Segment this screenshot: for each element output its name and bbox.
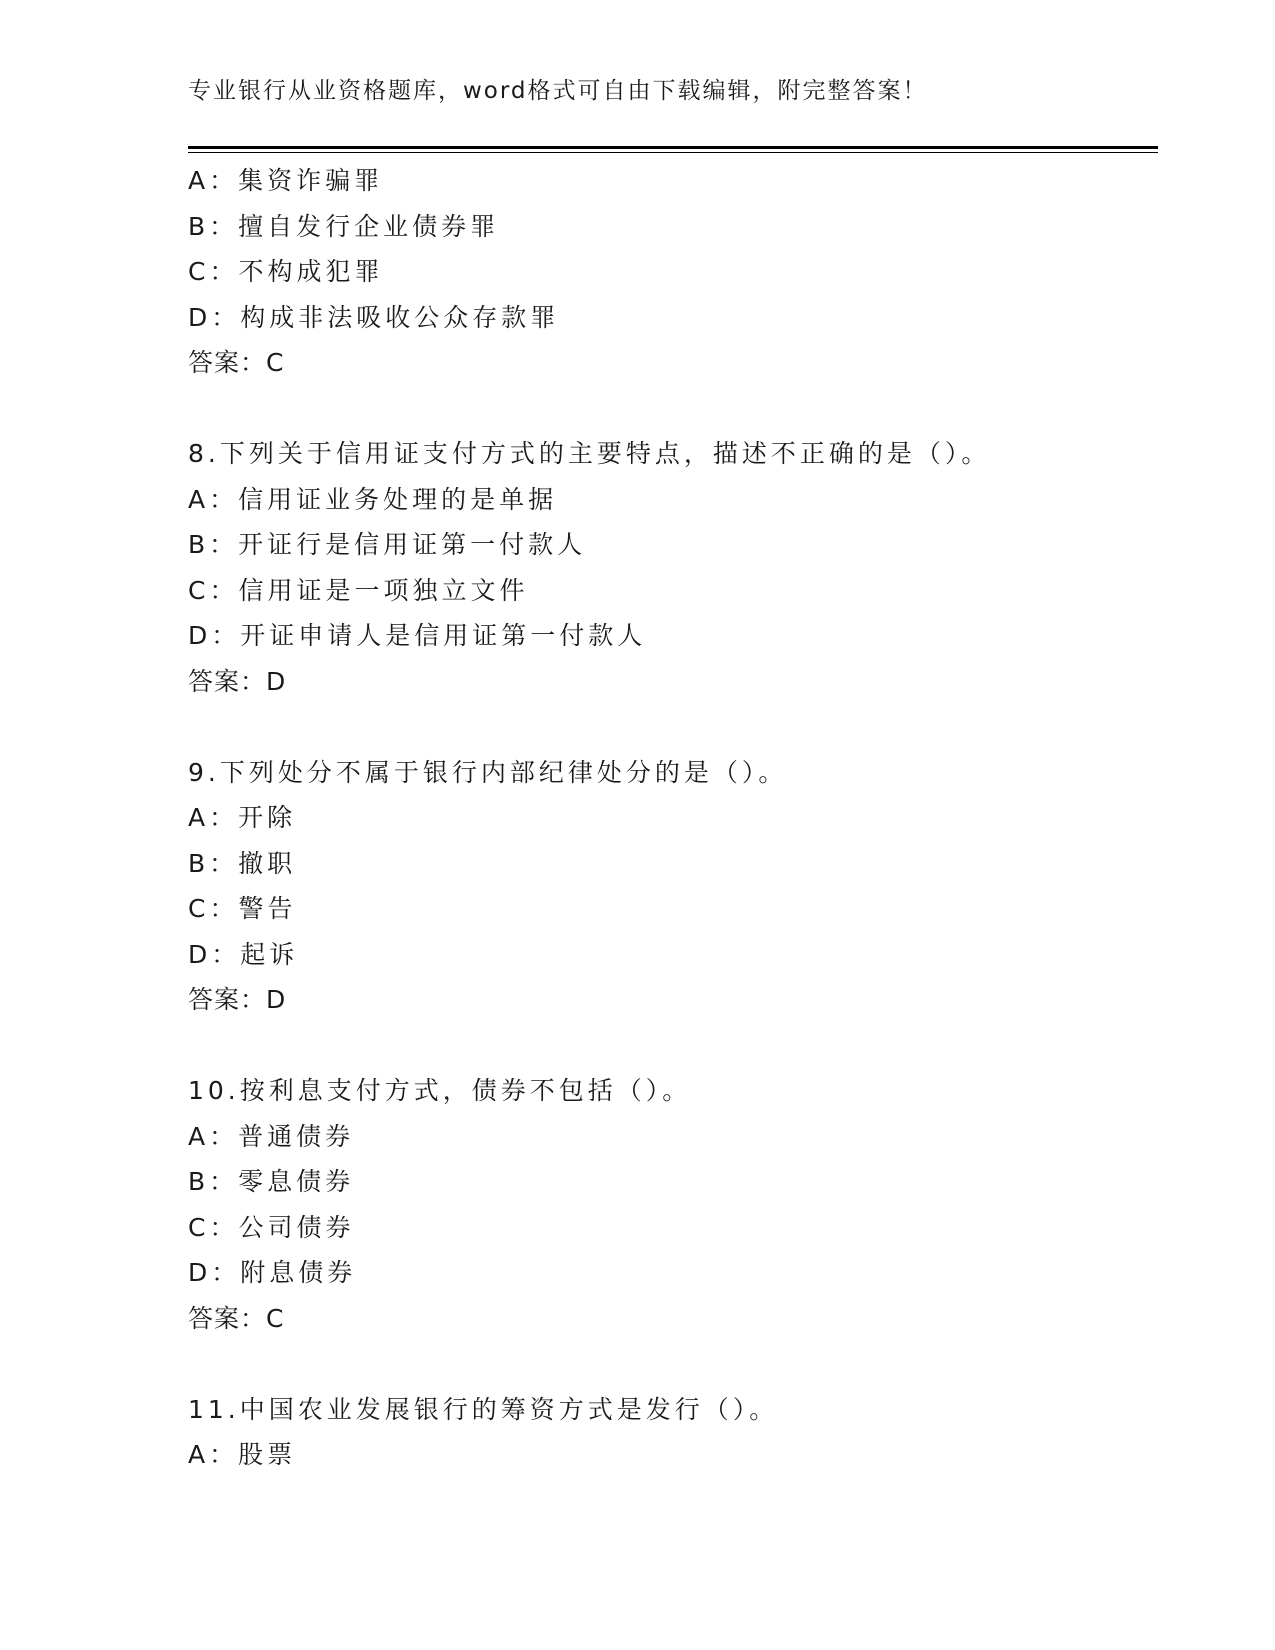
header-rule-thick <box>188 146 1158 149</box>
answer-line: 答案：C <box>188 348 285 377</box>
answer-line: 答案：C <box>188 1303 285 1333</box>
spacer <box>188 386 1158 432</box>
answer-line: 答案：D <box>188 666 287 696</box>
option-b: B：撤职 <box>188 848 297 878</box>
page-header: 专业银行从业资格题库，word格式可自由下载编辑，附完整答案！ <box>188 78 928 104</box>
header-rule-thin <box>188 152 1158 153</box>
spacer <box>188 704 1158 750</box>
option-c: C：信用证是一项独立文件 <box>188 575 529 605</box>
question-block-7 <box>188 158 1158 386</box>
option-a: A：普通债券 <box>188 1121 355 1151</box>
option-a: A：股票 <box>188 1440 297 1469</box>
option-a: A：集资诈骗罪 <box>188 166 384 195</box>
option-b: B：开证行是信用证第一付款人 <box>188 530 587 559</box>
option-d: D：开证申请人是信用证第一付款人 <box>188 621 647 650</box>
question-stem: 11.中国农业发展银行的筹资方式是发行（）。 <box>188 1394 779 1424</box>
spacer <box>188 1023 1158 1069</box>
option-b: B：零息债券 <box>188 1167 355 1196</box>
option-c: C：公司债券 <box>188 1212 355 1242</box>
spacer <box>188 1341 1158 1387</box>
question-stem: 8.下列关于信用证支付方式的主要特点，描述不正确的是（）。 <box>188 439 991 468</box>
option-a: A：信用证业务处理的是单据 <box>188 484 558 514</box>
option-c: C：警告 <box>188 894 297 923</box>
option-a: A：开除 <box>188 803 297 832</box>
option-b: B：擅自发行企业债券罪 <box>188 211 500 241</box>
question-block-10 <box>188 1068 1158 1341</box>
option-d: D：附息债券 <box>188 1258 357 1287</box>
question-stem: 10.按利息支付方式，债券不包括（）。 <box>188 1076 692 1105</box>
question-block-8 <box>188 431 1158 704</box>
question-block-9 <box>188 750 1158 1023</box>
question-stem: 9.下列处分不属于银行内部纪律处分的是（）。 <box>188 757 788 787</box>
option-d: D：构成非法吸收公众存款罪 <box>188 302 560 332</box>
question-block-11 <box>188 1387 1158 1478</box>
question-content <box>188 158 1158 1478</box>
option-c: C：不构成犯罪 <box>188 257 384 286</box>
option-d: D：起诉 <box>188 939 299 969</box>
answer-line: 答案：D <box>188 985 287 1014</box>
